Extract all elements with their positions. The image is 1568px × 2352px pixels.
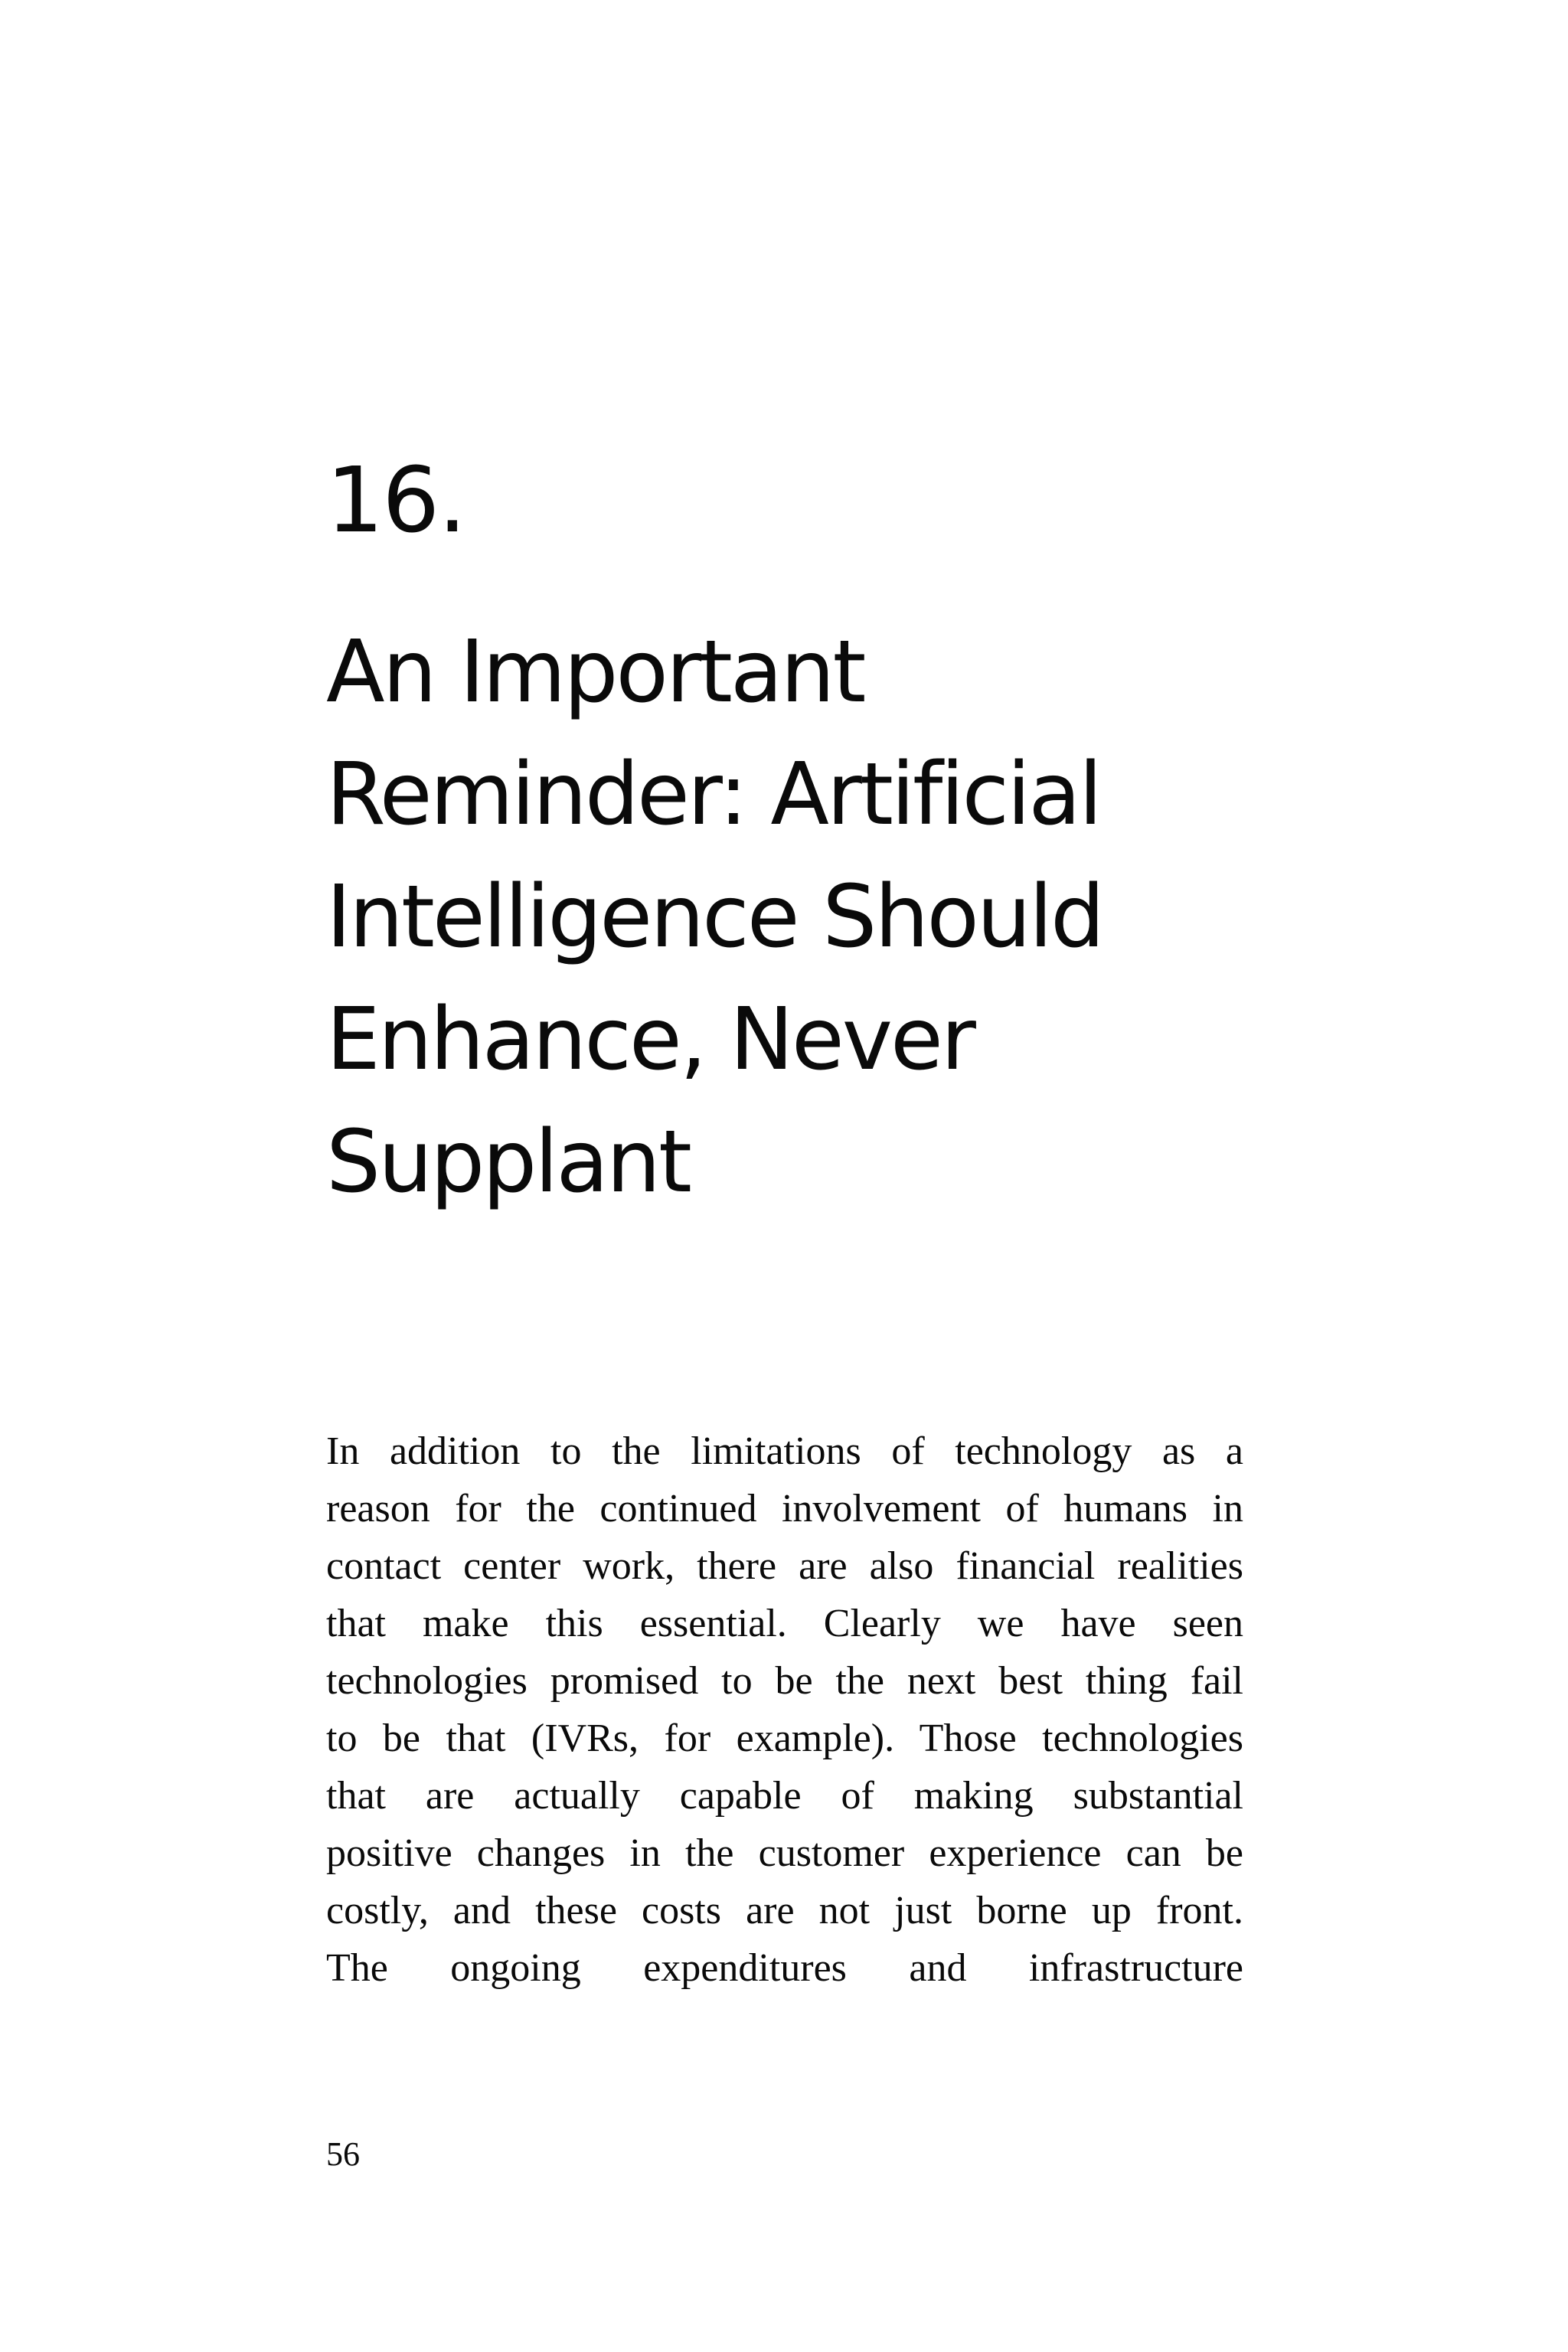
chapter-title-line: Intelligence Should	[326, 867, 1103, 967]
chapter-title-line: Reminder: Artificial	[326, 745, 1100, 844]
body-line: costly, and these costs are not just borne up front.	[326, 1889, 1243, 1932]
body-line: that make this essential. Clearly we have seen	[326, 1602, 1243, 1645]
body-line: positive changes in the customer experience can be	[326, 1831, 1243, 1875]
body-line: technologies promised to be the next best thing fail	[326, 1659, 1243, 1703]
body-line: In addition to the limitations of technology as a	[326, 1429, 1243, 1473]
chapter-title-line: Supplant	[326, 1112, 690, 1212]
chapter-title-line: Enhance, Never	[326, 990, 974, 1089]
body-line: The ongoing expenditures and infrastructure	[326, 1946, 1243, 1990]
chapter-title-line: An Important	[326, 622, 864, 722]
page-number: 56	[326, 2135, 360, 2173]
chapter-title	[326, 611, 1306, 1223]
chapter-number: 16.	[326, 447, 466, 553]
body-paragraph	[326, 1423, 1243, 1997]
body-line: to be that (IVRs, for example). Those technologies	[326, 1717, 1243, 1760]
body-line: contact center work, there are also financial realities	[326, 1544, 1243, 1588]
body-line: that are actually capable of making substantial	[326, 1774, 1243, 1818]
body-line: reason for the continued involvement of humans in	[326, 1487, 1243, 1530]
